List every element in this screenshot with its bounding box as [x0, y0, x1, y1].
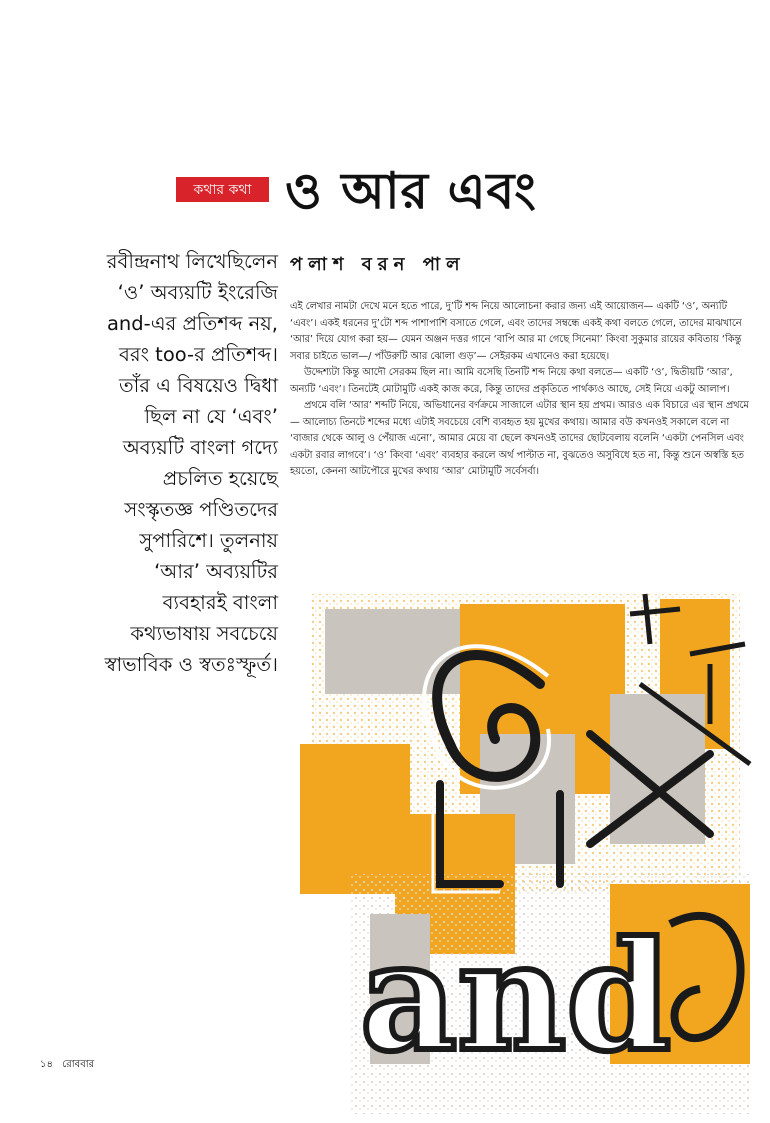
- pull-quote-line: বরং too-র প্রতিশব্দ।: [119, 343, 278, 366]
- page-footer: [40, 1056, 100, 1074]
- pull-quote-line: সংস্কৃতজ্ঞ পণ্ডিতদের: [124, 498, 278, 521]
- pull-quote-line: ‘আর’ অব্যয়টির: [154, 560, 278, 583]
- article-title: ও আর এবং: [285, 161, 537, 220]
- author-byline: পলাশ বরন পাল: [290, 254, 466, 275]
- pull-quote-line: ব্যবহারই বাংলা: [162, 591, 278, 614]
- body-paragraph: প্রথমে বলি ‘আর’ শব্দটি নিয়ে, অভিধানের বর্ণক্রমে সাজালে এটার স্থান হয় প্রথম। আরও এক বিচারে এর স্থান প্রথমে— আলোচ্য তিনটে শব্দের মধ্যে এটাই সবচেয়ে বেশি ব্যবহৃত হয় মুখের কথায়। আমার বউ কখনওই সকালে বলে না ‘বাজার থেকে আলু ও পেঁয়াজ এনো’, আমার মেয়ে বা ছেলে কখনওই তাদের ছোটবেলায় বলেনি ‘একটা পেনসিল এবং একটা রবার লাগবে’। ‘ও’ কিংবা ‘এবং’ ব্যবহার করলে অর্থ পাল্টাত না, বুঝতেও অসুবিধে হত না, কিন্তু শুনে অস্বস্তি হত হয়তো, কেননা আটপৌরে মুখের কথায় ‘আর’ মোটামুটি সর্বেসর্বা।: [290, 400, 749, 477]
- pull-quote-line: প্রচলিত হয়েছে: [162, 467, 278, 490]
- magazine-name: রোববার: [62, 1059, 95, 1070]
- article-body: [290, 299, 752, 481]
- page-number: ১৪: [40, 1059, 53, 1070]
- pull-quote-line: ছিল না যে ‘এবং’: [144, 405, 278, 428]
- pull-quote-line: কথ্যভাষায় সবচেয়ে: [130, 622, 278, 645]
- pull-quote-line: রবীন্দ্রনাথ লিখেছিলেন: [106, 250, 278, 273]
- section-tag: কথার কথা: [176, 177, 269, 202]
- pull-quote-line: and-এর প্রতিশব্দ নয়,: [106, 312, 278, 335]
- pull-quote-line: ‘ও’ অব্যয়টি ইংরেজি: [117, 281, 278, 304]
- pull-quote-line: স্বাভাবিক ও স্বতঃস্ফূর্ত।: [104, 653, 278, 676]
- pull-quote-line: সুপারিশে। তুলনায়: [139, 529, 278, 552]
- pull-quote: [40, 246, 278, 680]
- pull-quote-line: অব্যয়টি বাংলা গদ্যে: [122, 436, 278, 459]
- body-paragraph: এই লেখার নামটা দেখে মনে হতে পারে, দু’টি শব্দ নিয়ে আলোচনা করার জন্য এই আয়োজন— একটি ‘ও’, অন্যটি ‘এবং’। একই ধরনের দু’টো শব্দ পাশাপাশি বসাতে গেলে, এবং তাদের সম্বন্ধে একই কথা বলতে গেলে, তাদের মাঝখানে ‘আর’ দিয়ে যোগ করা হয়— যেমন অঞ্জন দত্তর গানে ‘বাপি আর মা গেছে সিনেমা’ কিংবা সুকুমার রায়ের কবিতায় ‘কিন্তু সবার চাইতে ভাল—/ পাঁউরুটি আর ঝোলা গুড়’— সেইরকম এখানেও করা হয়েছে।: [290, 301, 742, 362]
- typographic-illustration: [290, 584, 760, 1120]
- and-letters: and: [360, 909, 672, 1085]
- pull-quote-line: তাঁর এ বিষয়েও দ্বিধা: [118, 374, 278, 397]
- body-paragraph: উদ্দেশ্যটা কিন্তু আদৌ সেরকম ছিল না। আমি বসেছি তিনটি শব্দ নিয়ে কথা বলতে— একটি ‘ও’, দ্বিতীয়টি ‘আর’, অন্যটি ‘এবং’। তিনটেই মোটামুটি একই কাজ করে, কিন্তু তাদের প্রকৃতিতে পার্থক্যও আছে, সেই নিয়ে একটু আলাপ।: [290, 367, 733, 395]
- orange-block: [300, 744, 410, 894]
